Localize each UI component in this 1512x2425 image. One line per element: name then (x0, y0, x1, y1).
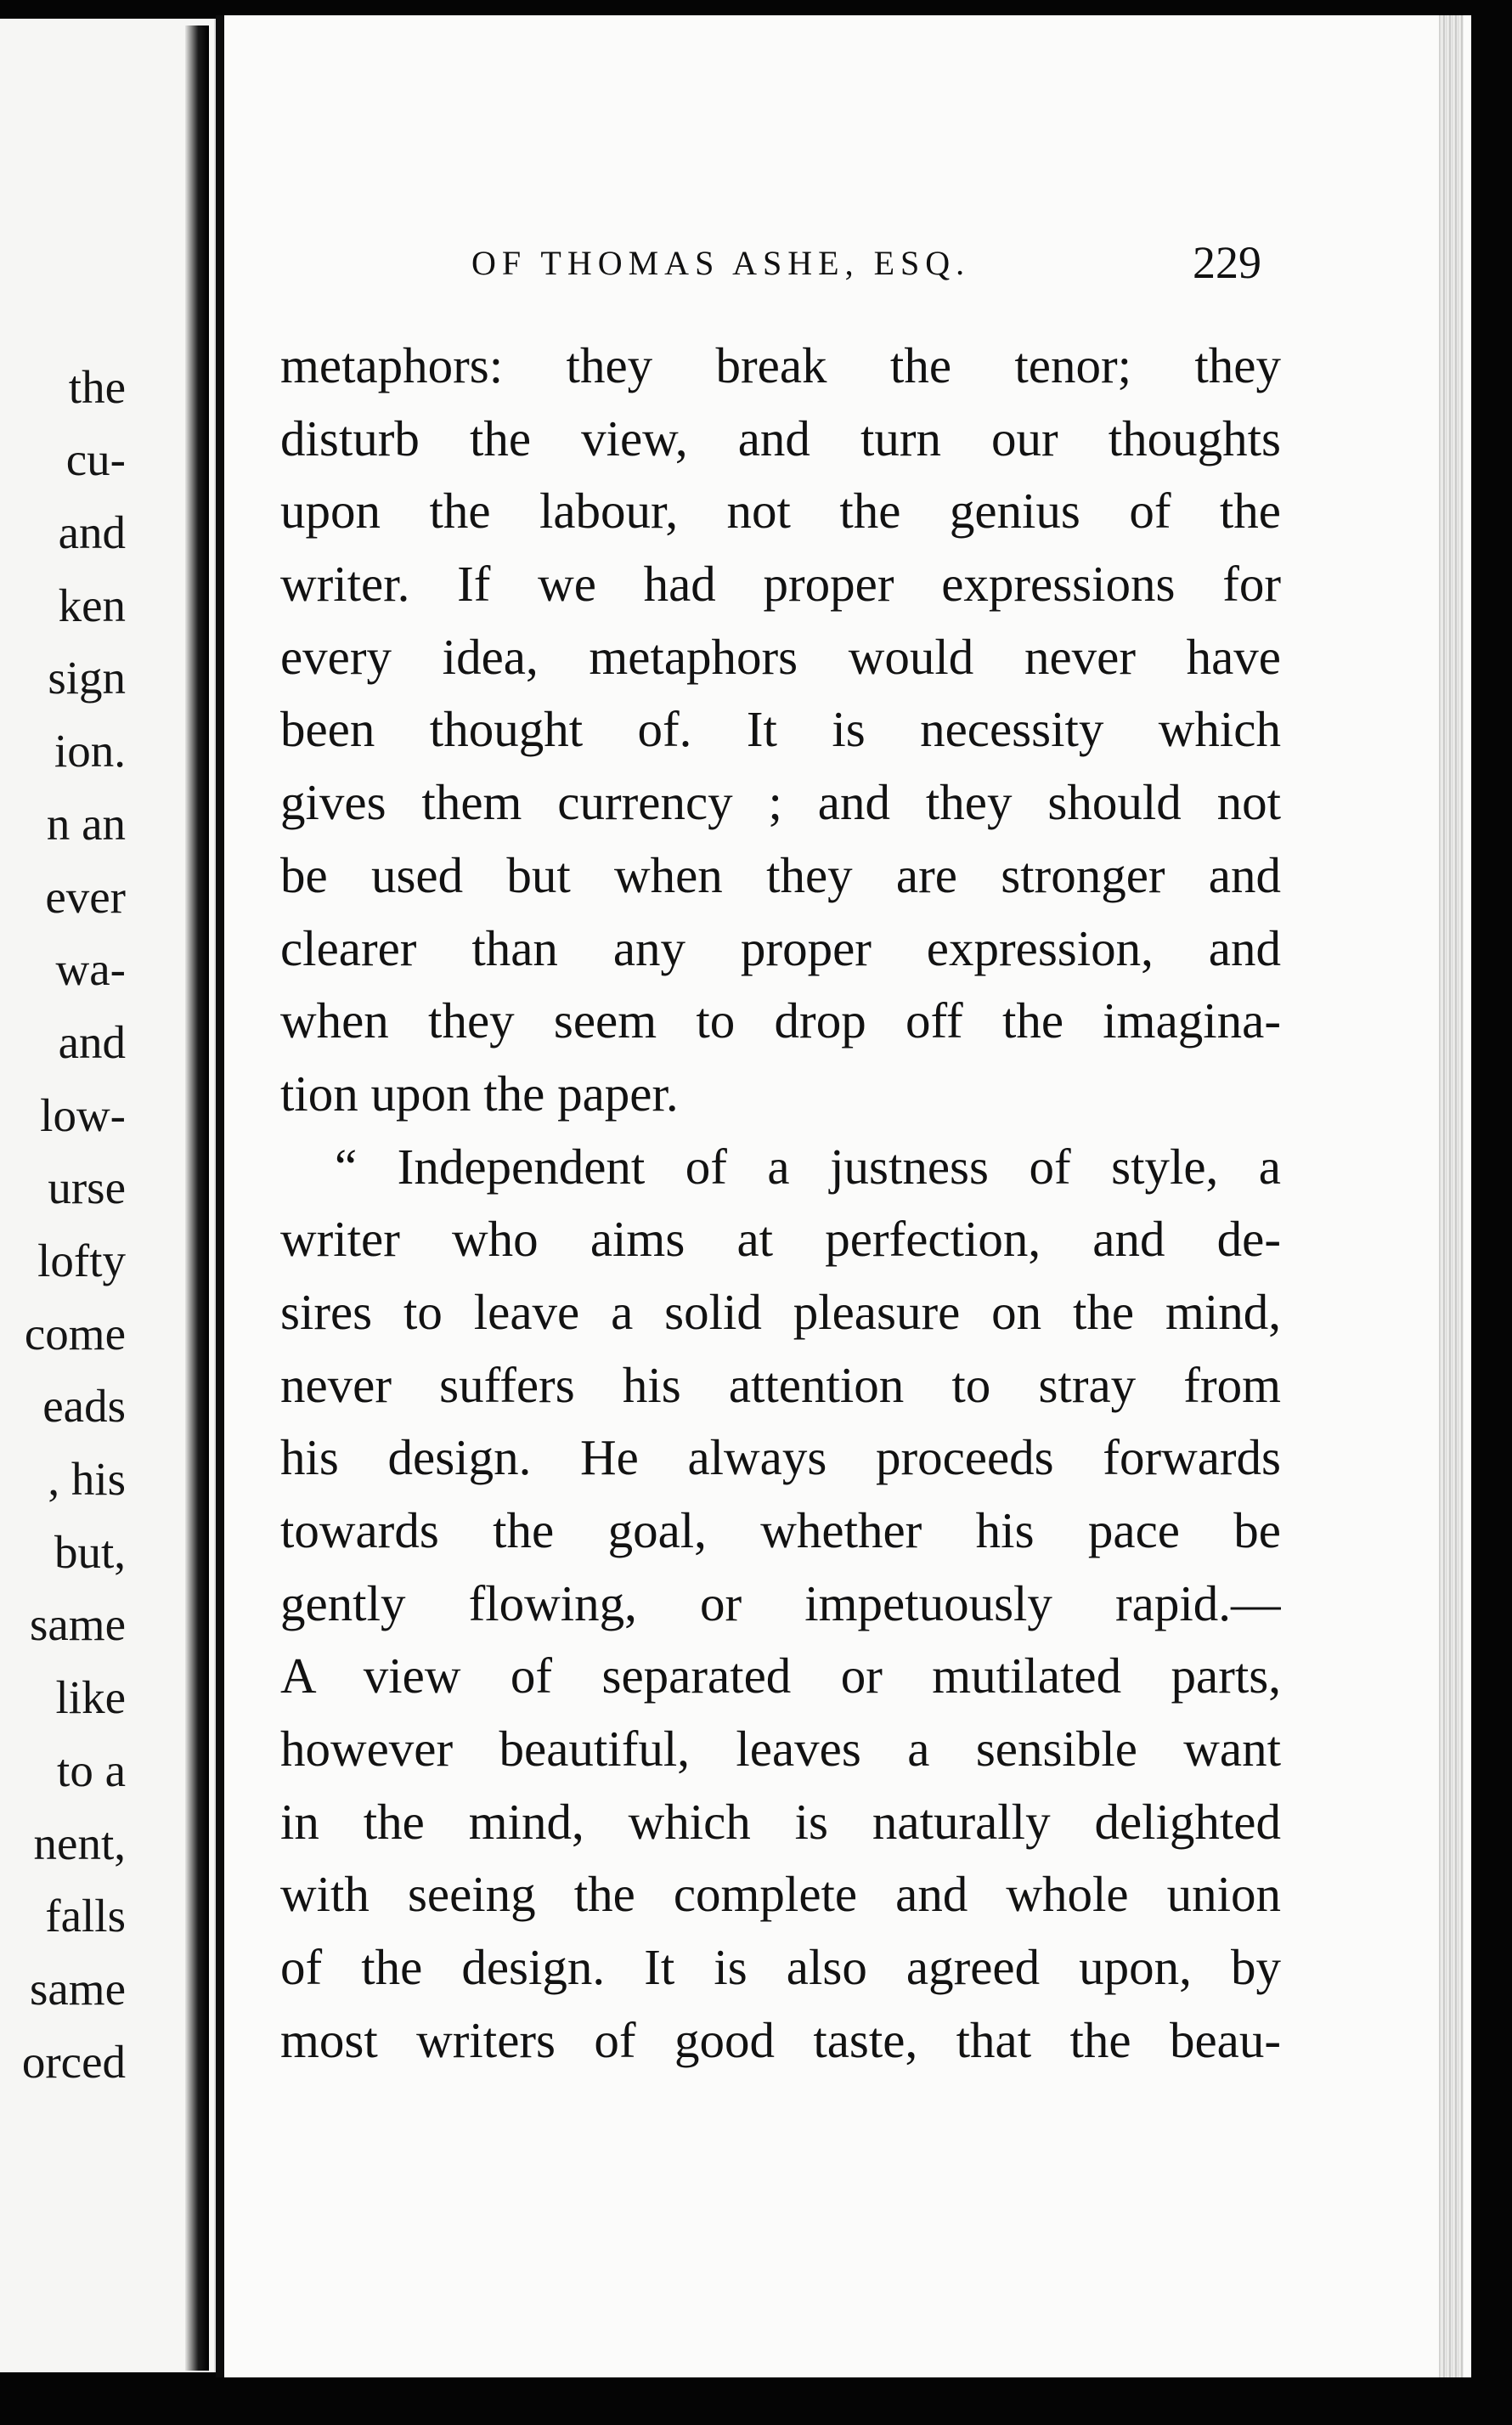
text-line: sires to leave a solid pleasure on the mind, (280, 1283, 1281, 1340)
text-line: upon the labour, not the genius of the (280, 483, 1281, 540)
text-line: every idea, metaphors would never have (280, 628, 1281, 685)
previous-page-line: lofty (37, 1235, 126, 1286)
text-line: never suffers his attention to stray from (280, 1356, 1281, 1413)
running-head: OF THOMAS ASHE, ESQ. (471, 244, 971, 282)
previous-page-line: eads (42, 1380, 126, 1432)
text-line: been thought of. It is necessity which (280, 701, 1281, 758)
text-line: metaphors: they break the tenor; they (280, 337, 1281, 393)
previous-page-line: urse (48, 1162, 126, 1213)
previous-page-line: like (55, 1671, 126, 1723)
previous-page-line: , his (48, 1453, 126, 1505)
previous-page-line: nent, (33, 1817, 126, 1869)
previous-page-line: come (24, 1308, 126, 1359)
text-line: be used but when they are stronger and (280, 846, 1281, 903)
text-line: writer who aims at perfection, and de- (280, 1211, 1281, 1268)
text-line: A view of separated or mutilated parts, (280, 1648, 1281, 1704)
page-edges (1439, 15, 1464, 2377)
previous-page-line: orced (21, 2036, 126, 2088)
previous-page-line: wa- (55, 943, 126, 995)
book-gutter (185, 25, 209, 2371)
previous-page-line: to a (57, 1744, 126, 1796)
text-line: writer. If we had proper expressions for (280, 556, 1281, 613)
text-line: gives them currency ; and they should not (280, 774, 1281, 831)
previous-page-line: but, (54, 1526, 126, 1578)
previous-page-line: falls (45, 1890, 126, 1942)
previous-page-line: the (68, 361, 126, 413)
text-line: with seeing the complete and whole union (280, 1866, 1281, 1923)
text-line: his design. He always proceeds forwards (280, 1429, 1281, 1486)
text-line: of the design. It is also agreed upon, by (280, 1939, 1281, 1996)
previous-page-line: same (29, 1598, 126, 1650)
previous-page-line: and (58, 1016, 126, 1068)
previous-page-line: ever (45, 871, 126, 923)
text-line: gently flowing, or impetuously rapid.— (280, 1574, 1281, 1631)
previous-page-line: n an (46, 798, 126, 850)
text-line: tion upon the paper. (280, 1065, 679, 1122)
text-line: clearer than any proper expression, and (280, 919, 1281, 976)
text-line: when they seem to drop off the imagina- (280, 992, 1281, 1049)
previous-page-line: low- (40, 1089, 126, 1141)
previous-page-line: same (29, 1963, 126, 2015)
previous-page-line: ken (58, 579, 126, 631)
previous-page-line: sign (48, 652, 126, 704)
page-number: 229 (1193, 237, 1261, 288)
previous-page-line: cu- (65, 433, 126, 485)
text-line: most writers of good taste, that the beau- (280, 2011, 1281, 2068)
text-line: towards the goal, whether his pace be (280, 1502, 1281, 1558)
previous-page-line: ion. (54, 725, 126, 777)
text-line: in the mind, which is naturally delighted (280, 1793, 1281, 1850)
text-line: “ Independent of a justness of style, a (335, 1138, 1281, 1195)
previous-page-line: and (58, 506, 126, 558)
text-line: however beautiful, leaves a sensible want (280, 1721, 1281, 1778)
body-text (280, 330, 1281, 2077)
text-line: disturb the view, and turn our thoughts (280, 410, 1281, 466)
previous-page-fragment (0, 19, 216, 2372)
